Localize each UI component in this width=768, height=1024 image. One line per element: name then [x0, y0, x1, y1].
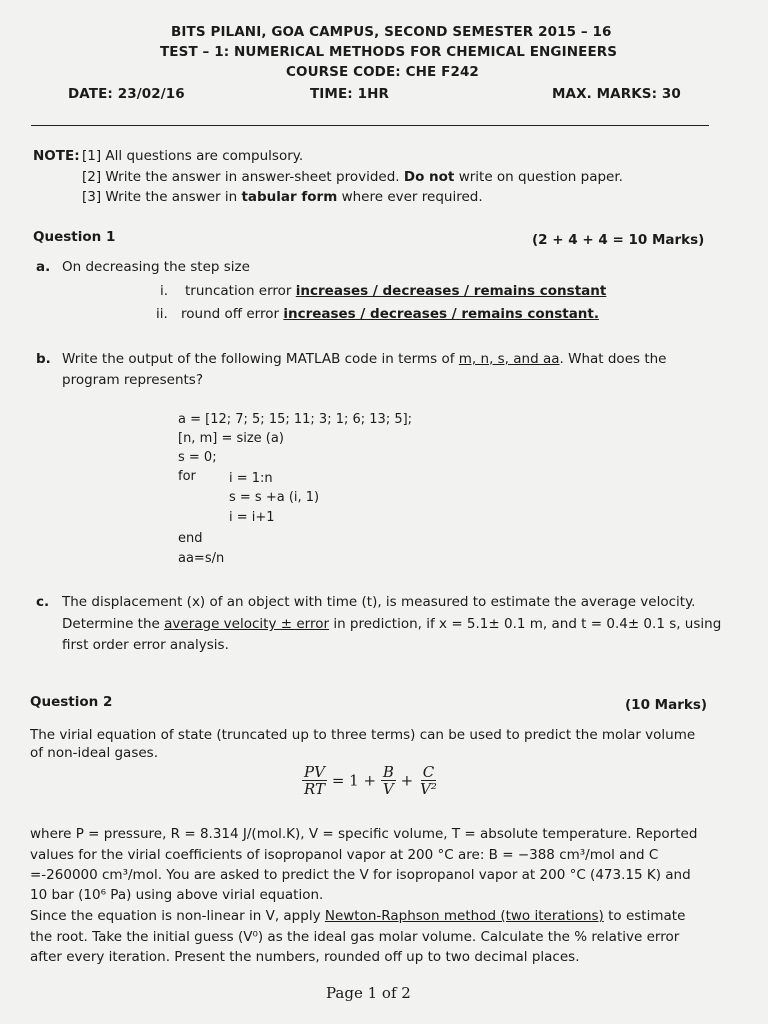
header-course-code: COURSE CODE: CHE F242 — [286, 64, 479, 80]
virial-equation — [302, 764, 439, 797]
q1c-text-tail: in prediction, if x = 5.1± 0.1 m, and t = 0.4± 0.1 s, using — [333, 616, 722, 632]
q1-marks: (2 + 4 + 4 = 10 Marks) — [532, 232, 705, 248]
q2-para2-line2: values for the virial coefficients of isopropanol vapor at 200 °C are: B = −388 cm³/mol and C — [30, 847, 659, 863]
q1b-text: Write the output of the following MATLAB code in terms of — [62, 351, 455, 367]
q2-method: Newton-Raphson method (two iterations) — [324, 908, 604, 924]
note-2-text: [2] Write the answer in answer-sheet provided. — [82, 169, 400, 185]
q1b-text-tail: . What does the — [559, 351, 667, 367]
eq-lhs-numerator: PV — [304, 763, 325, 781]
q1a-i-text: truncation error — [185, 283, 292, 299]
q1c-target: average velocity ± error — [164, 616, 330, 632]
code-line-8: end — [178, 531, 203, 546]
q1a-ii — [181, 306, 599, 322]
eq-b-numerator: B — [382, 763, 394, 781]
code-line-9: aa=s/n — [178, 551, 225, 566]
code-line-3: s = 0; — [178, 450, 217, 465]
q2-para3-text-tail: to estimate — [608, 908, 686, 924]
note-3-emphasis: tabular form — [241, 189, 338, 205]
header-test-title: TEST – 1: NUMERICAL METHODS FOR CHEMICAL ENGINEERS — [160, 44, 618, 60]
q1a-text: On decreasing the step size — [62, 259, 250, 275]
header-divider — [31, 125, 709, 126]
code-line-1: a = [12; 7; 5; 15; 11; 3; 1; 6; 13; 5]; — [178, 412, 413, 427]
q2-para1-line2: of non-ideal gases. — [30, 745, 158, 761]
eq-b-fraction — [381, 764, 396, 797]
q2-marks: (10 Marks) — [625, 697, 708, 713]
q2-para3-line2: the root. Take the initial guess (V⁰) as the ideal gas molar volume. Calculate the % relative error — [30, 929, 680, 945]
q1a-ii-options: increases / decreases / remains constant. — [283, 306, 599, 322]
q2-para3-line3: after every iteration. Present the numbers, rounded off up to two decimal places. — [30, 949, 580, 965]
eq-c-numerator: C — [422, 763, 435, 781]
q1a-i-num: i. — [160, 283, 169, 299]
q2-para1-line1: The virial equation of state (truncated up to three terms) can be used to predict the molar volume — [30, 727, 696, 743]
code-line-6: s = s +a (i, 1) — [229, 490, 320, 505]
q1c-text: Determine the — [62, 616, 160, 632]
note-2 — [82, 169, 623, 185]
note-3 — [82, 189, 483, 205]
eq-b-denominator: V — [382, 780, 394, 798]
code-line-2: [n, m] = size (a) — [178, 431, 284, 446]
q2-para2-line4: 10 bar (10⁶ Pa) using above virial equation. — [30, 887, 324, 903]
note-1: [1] All questions are compulsory. — [82, 148, 304, 164]
q1a-ii-text: round off error — [181, 306, 280, 322]
q1a-i — [185, 283, 606, 299]
header-time: TIME: 1HR — [310, 86, 389, 102]
header-date: DATE: 23/02/16 — [68, 86, 185, 102]
q1b-line2: program represents? — [62, 372, 203, 388]
q1c-label: c. — [36, 594, 50, 610]
note-3-text: [3] Write the answer in — [82, 189, 238, 205]
eq-lhs-denominator: RT — [304, 780, 326, 798]
eq-lhs-fraction — [302, 764, 327, 797]
q2-title: Question 2 — [30, 694, 113, 710]
eq-c-fraction — [418, 764, 439, 797]
note-2-tail: write on question paper. — [458, 169, 623, 185]
eq-plus: + — [400, 771, 414, 790]
q1c-line3: first order error analysis. — [62, 637, 229, 653]
header-max-marks: MAX. MARKS: 30 — [552, 86, 681, 102]
note-label: NOTE: — [33, 148, 80, 164]
q2-para2-line1: where P = pressure, R = 8.314 J/(mol.K), V = specific volume, T = absolute temperature. Reported — [30, 826, 698, 842]
q2-para2-line3: =-260000 cm³/mol. You are asked to predict the V for isopropanol vapor at 200 °C (473.15 K) and — [30, 867, 691, 883]
q1a-label: a. — [36, 259, 51, 275]
q1a-ii-num: ii. — [156, 306, 168, 322]
note-3-tail: where ever required. — [341, 189, 483, 205]
q1c-line1: The displacement (x) of an object with time (t), is measured to estimate the average velocity. — [62, 594, 696, 610]
page-number: Page 1 of 2 — [326, 984, 411, 1002]
q1-title: Question 1 — [33, 229, 116, 245]
q1b-line1 — [62, 351, 666, 367]
code-line-5: i = 1:n — [229, 471, 273, 486]
q1c-line2 — [62, 616, 721, 632]
q2-para3-line1 — [30, 908, 685, 924]
q1b-label: b. — [36, 351, 51, 367]
code-line-7: i = i+1 — [229, 510, 275, 525]
eq-equals-one: = 1 + — [331, 771, 377, 790]
code-line-4: for — [178, 469, 196, 484]
header-institution: BITS PILANI, GOA CAMPUS, SECOND SEMESTER 2015 – 16 — [171, 24, 612, 40]
q1a-i-options: increases / decreases / remains constant — [295, 283, 607, 299]
note-2-emphasis: Do not — [403, 169, 455, 185]
q1b-variables: m, n, s, and aa — [458, 351, 560, 367]
eq-c-denominator: V² — [420, 780, 437, 798]
q2-para3-text: Since the equation is non-linear in V, apply — [30, 908, 321, 924]
